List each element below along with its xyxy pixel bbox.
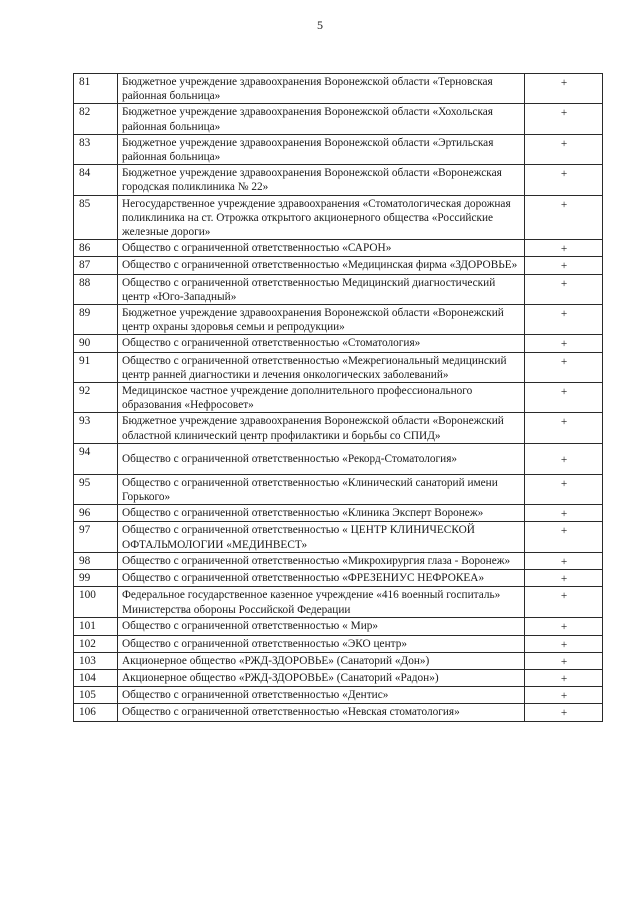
organization-name: Общество с ограниченной ответственностью « ЦЕНТР КЛИНИЧЕСКОЙ ОФТАЛЬМОЛОГИИ «МЕДИНВЕСТ» <box>118 522 525 552</box>
organizations-table <box>73 73 603 722</box>
table-row <box>74 257 603 274</box>
row-number: 90 <box>74 335 118 352</box>
table-row <box>74 652 603 669</box>
table-row <box>74 635 603 652</box>
row-number: 101 <box>74 618 118 635</box>
row-number: 103 <box>74 652 118 669</box>
inclusion-mark: + <box>525 352 603 382</box>
organization-name: Бюджетное учреждение здравоохранения Воронежской области «Хохольская районная больница» <box>118 104 525 134</box>
table-row <box>74 522 603 552</box>
organization-name: Бюджетное учреждение здравоохранения Воронежской области «Эртильская районная больница» <box>118 134 525 164</box>
organization-name: Акционерное общество «РЖД-ЗДОРОВЬЕ» (Санаторий «Радон») <box>118 669 525 686</box>
inclusion-mark: + <box>525 474 603 504</box>
row-number: 93 <box>74 413 118 443</box>
organization-name: Общество с ограниченной ответственностью «Невская стоматология» <box>118 704 525 721</box>
row-number: 100 <box>74 587 118 618</box>
row-number: 86 <box>74 240 118 257</box>
row-number: 96 <box>74 505 118 522</box>
table-row <box>74 274 603 304</box>
table-row <box>74 618 603 635</box>
table-row <box>74 587 603 618</box>
inclusion-mark: + <box>525 257 603 274</box>
table-row <box>74 335 603 352</box>
organization-name: Общество с ограниченной ответственностью «Клинический санаторий имени Горького» <box>118 474 525 504</box>
organization-name: Общество с ограниченной ответственностью « Мир» <box>118 618 525 635</box>
table-row <box>74 134 603 164</box>
row-number: 102 <box>74 635 118 652</box>
table-row <box>74 474 603 504</box>
inclusion-mark: + <box>525 522 603 552</box>
table-row <box>74 505 603 522</box>
table-row <box>74 669 603 686</box>
row-number: 99 <box>74 570 118 587</box>
row-number: 97 <box>74 522 118 552</box>
table-row <box>74 570 603 587</box>
organization-name: Общество с ограниченной ответственностью «Межрегиональный медицинский центр ранней диагностики и лечения онкологических заболеваний» <box>118 352 525 382</box>
inclusion-mark: + <box>525 552 603 569</box>
row-number: 83 <box>74 134 118 164</box>
row-number: 94 <box>74 443 118 474</box>
table-row <box>74 383 603 413</box>
table-row <box>74 195 603 240</box>
inclusion-mark: + <box>525 74 603 104</box>
row-number: 104 <box>74 669 118 686</box>
row-number: 88 <box>74 274 118 304</box>
table-row <box>74 704 603 721</box>
organization-name: Бюджетное учреждение здравоохранения Воронежской области «Воронежская городская поликлиника № 22» <box>118 165 525 195</box>
page-number: 5 <box>317 18 323 32</box>
inclusion-mark: + <box>525 104 603 134</box>
table-row <box>74 104 603 134</box>
organization-name: Федеральное государственное казенное учреждение «416 военный госпиталь» Министерства обороны Российской Федерации <box>118 587 525 618</box>
inclusion-mark: + <box>525 305 603 335</box>
inclusion-mark: + <box>525 134 603 164</box>
inclusion-mark: + <box>525 704 603 721</box>
table-row <box>74 74 603 104</box>
organization-name: Бюджетное учреждение здравоохранения Воронежской области «Воронежский областной клинический центр профилактики и борьбы со СПИД» <box>118 413 525 443</box>
organization-name: Медицинское частное учреждение дополнительного профессионального образования «Нефросовет» <box>118 383 525 413</box>
inclusion-mark: + <box>525 618 603 635</box>
inclusion-mark: + <box>525 195 603 240</box>
row-number: 91 <box>74 352 118 382</box>
inclusion-mark: + <box>525 240 603 257</box>
table-row <box>74 687 603 704</box>
row-number: 87 <box>74 257 118 274</box>
inclusion-mark: + <box>525 274 603 304</box>
inclusion-mark: + <box>525 687 603 704</box>
row-number: 95 <box>74 474 118 504</box>
inclusion-mark: + <box>525 413 603 443</box>
table-row <box>74 352 603 382</box>
row-number: 81 <box>74 74 118 104</box>
row-number: 98 <box>74 552 118 569</box>
table-row <box>74 443 603 474</box>
row-number: 105 <box>74 687 118 704</box>
table-row <box>74 413 603 443</box>
inclusion-mark: + <box>525 635 603 652</box>
inclusion-mark: + <box>525 335 603 352</box>
inclusion-mark: + <box>525 570 603 587</box>
organization-name: Бюджетное учреждение здравоохранения Воронежской области «Воронежский центр охраны здоровья семьи и репродукции» <box>118 305 525 335</box>
row-number: 82 <box>74 104 118 134</box>
organization-name: Общество с ограниченной ответственностью «САРОН» <box>118 240 525 257</box>
organization-name: Общество с ограниченной ответственностью «ЭКО центр» <box>118 635 525 652</box>
row-number: 84 <box>74 165 118 195</box>
organization-name: Общество с ограниченной ответственностью «Дентис» <box>118 687 525 704</box>
row-number: 92 <box>74 383 118 413</box>
inclusion-mark: + <box>525 443 603 474</box>
row-number: 85 <box>74 195 118 240</box>
table-row <box>74 305 603 335</box>
organization-name: Общество с ограниченной ответственностью «Клиника Эксперт Воронеж» <box>118 505 525 522</box>
organization-name: Акционерное общество «РЖД-ЗДОРОВЬЕ» (Санаторий «Дон») <box>118 652 525 669</box>
organization-name: Общество с ограниченной ответственностью «Стоматология» <box>118 335 525 352</box>
inclusion-mark: + <box>525 669 603 686</box>
organization-name: Общество с ограниченной ответственностью «ФРЕЗЕНИУС НЕФРОКЕА» <box>118 570 525 587</box>
row-number: 106 <box>74 704 118 721</box>
inclusion-mark: + <box>525 505 603 522</box>
organization-name: Общество с ограниченной ответственностью «Микрохирургия глаза - Воронеж» <box>118 552 525 569</box>
organization-name: Общество с ограниченной ответственностью Медицинский диагностический центр «Юго-Западный» <box>118 274 525 304</box>
inclusion-mark: + <box>525 165 603 195</box>
inclusion-mark: + <box>525 652 603 669</box>
organization-name: Негосударственное учреждение здравоохранения «Стоматологическая дорожная поликлиника на ст. Отрожка открытого акционерного общества «Российские железные дороги» <box>118 195 525 240</box>
organization-name: Бюджетное учреждение здравоохранения Воронежской области «Терновская районная больница» <box>118 74 525 104</box>
organization-name: Общество с ограниченной ответственностью «Медицинская фирма «ЗДОРОВЬЕ» <box>118 257 525 274</box>
row-number: 89 <box>74 305 118 335</box>
inclusion-mark: + <box>525 587 603 618</box>
table-row <box>74 165 603 195</box>
table-row <box>74 552 603 569</box>
organization-name: Общество с ограниченной ответственностью «Рекорд-Стоматология» <box>118 443 525 474</box>
inclusion-mark: + <box>525 383 603 413</box>
table-row <box>74 240 603 257</box>
